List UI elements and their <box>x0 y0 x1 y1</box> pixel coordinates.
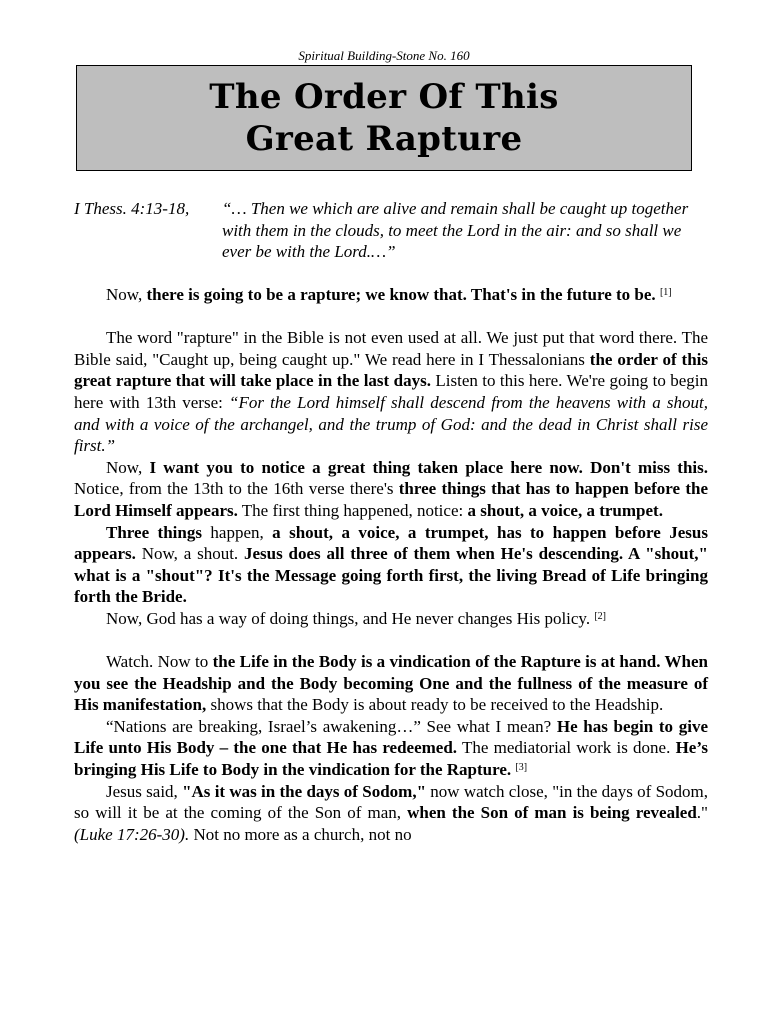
bold-text: He has begin to give Life unto His Body – the one that He has redeemed. <box>74 716 708 758</box>
footnote-marker: [2] <box>594 610 606 622</box>
text-run: The first thing happened, notice: <box>237 500 468 520</box>
text-run: Notice, from the 13th to the 16th verse there's <box>74 479 399 499</box>
title-line-2: Great Rapture <box>245 119 523 159</box>
text-run: Jesus said, <box>106 781 183 801</box>
bold-text: when the Son of man is being revealed <box>407 803 697 823</box>
text-run: Now, God has a way of doing things, and He never changes His policy. <box>106 608 595 628</box>
title-box <box>76 65 692 171</box>
page-title <box>77 66 691 160</box>
footnote-marker: [1] <box>659 287 672 298</box>
text-run: happen, <box>201 522 273 542</box>
text-run: Now, a shout. <box>135 544 244 564</box>
text-run: now watch close, "in the days of Sodom, so will it be at the coming of the Son of man, <box>74 781 709 823</box>
paragraph <box>74 608 708 630</box>
scripture-text: “… Then we which are alive and remain shall be caught up together with them in the clouds, to meet the Lord in the air: and so shall we ever be with the Lord.…” <box>222 199 689 261</box>
italic-text: (Luke 17:26-30). <box>74 824 190 844</box>
text-run: The word "rapture" in the Bible is not even used at all. We just put that word there. The Bible said, "Caught up, being caught up." We read here in I Thessalonians <box>74 328 708 369</box>
text-run: “Nations are breaking, Israel’s awakening…” See what I mean? <box>106 716 557 736</box>
paragraph <box>74 327 708 457</box>
italic-text: “For the Lord himself shall descend from the heavens with a shout, and with a voice of the archangel, and the trump of God: and the dead in Christ shall rise first.” <box>74 392 708 456</box>
text-run: Not no more as a church, not no <box>189 824 412 844</box>
text-run: ." <box>696 803 708 823</box>
text-run: Now, <box>106 457 150 477</box>
bold-text: three things that has to happen before the Lord Himself appears. <box>74 479 708 520</box>
paragraph <box>74 781 708 846</box>
body-text <box>74 284 708 845</box>
bold-text: He’s bringing His Life to Body in the vindication for the Rapture. <box>74 738 708 780</box>
paragraph <box>74 716 708 781</box>
scripture-quote <box>74 198 714 263</box>
header-note: Spiritual Building-Stone No. 160 <box>298 48 470 63</box>
paragraph <box>74 284 708 306</box>
text-run: Listen to this here. We're going to begin here with 13th verse: <box>74 371 709 412</box>
paragraph <box>74 651 708 716</box>
bold-text: the order of this great rapture that will take place in the last days. <box>74 349 708 391</box>
text-run: Now, <box>106 285 147 304</box>
bold-text: I want you to notice a great thing taken place here now. Don't miss this. <box>149 457 708 477</box>
title-line-1: The Order Of This <box>209 77 559 117</box>
scripture-reference: I Thess. 4:13-18, <box>74 199 190 218</box>
paragraph <box>74 457 708 522</box>
paragraph <box>74 522 708 608</box>
bold-text: Three things <box>106 522 202 542</box>
bold-text: there is going to be a rapture; we know that. That's in the future to be. <box>146 285 656 304</box>
footnote-marker: [3] <box>515 762 528 774</box>
bold-text: Jesus does all three of them when He's descending. A "shout," what is a "shout"? It's the Message going forth first, the living Bread of Life bringing forth the Bride. <box>74 544 708 607</box>
bold-text: a shout, a voice, a trumpet, has to happen before Jesus appears. <box>74 522 708 564</box>
text-run: shows that the Body is about ready to be received to the Headship. <box>206 695 664 715</box>
text-run: The mediatorial work is done. <box>457 738 676 758</box>
text-run: Watch. Now to <box>106 652 213 672</box>
bold-text: a shout, a voice, a trumpet. <box>467 500 663 520</box>
bold-text: "As it was in the days of Sodom," <box>182 781 427 801</box>
bold-text: the Life in the Body is a vindication of the Rapture is at hand. When you see the Headship and the Body becoming One and the fullness of the measure of His manifestation, <box>74 652 708 715</box>
